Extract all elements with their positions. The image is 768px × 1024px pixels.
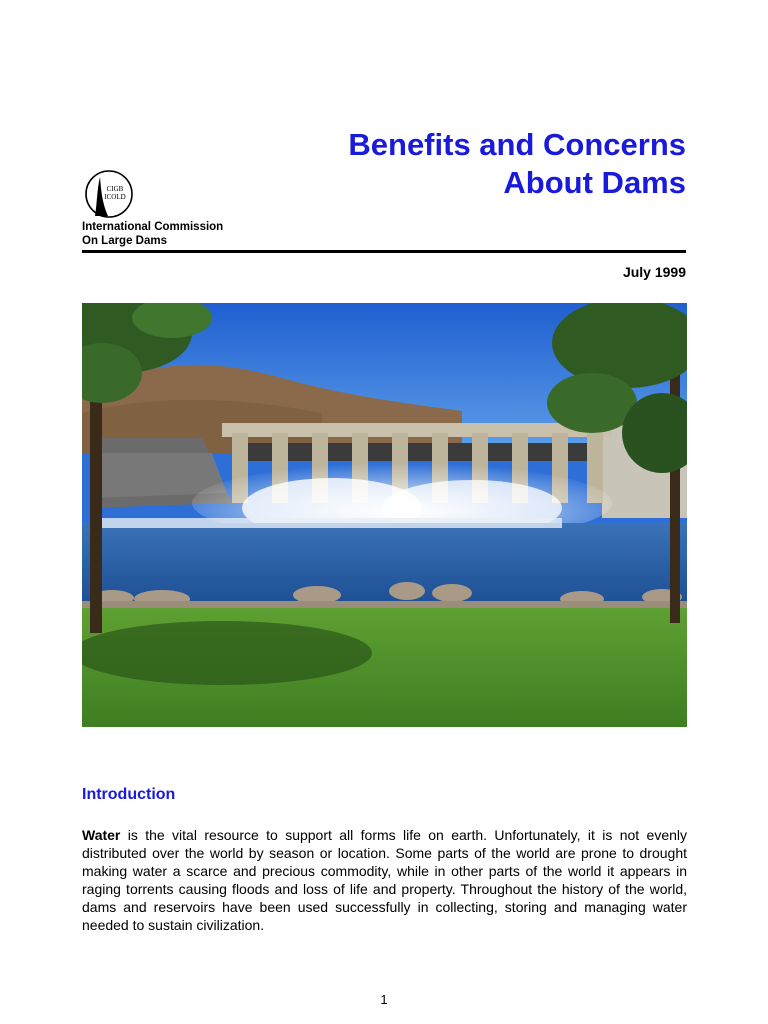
org-line-1: International Commission	[82, 221, 224, 233]
publication-date: July 1999	[622, 264, 686, 280]
introduction-paragraph	[82, 826, 687, 934]
title-line-1: Benefits and Concerns	[348, 127, 686, 162]
icold-logo	[84, 169, 134, 219]
dam-photo	[82, 303, 687, 727]
org-line-2: On Large Dams	[82, 234, 167, 247]
logo-text-icold: ICOLD	[104, 193, 126, 201]
title-line-2: About Dams	[503, 165, 686, 200]
organization-name	[82, 221, 223, 248]
header-rule	[82, 250, 686, 253]
lead-word: Water	[82, 827, 121, 843]
introduction-heading: Introduction	[82, 786, 176, 803]
logo-text-cigb: CIGB	[106, 185, 124, 193]
introduction-body: is the vital resource to support all forms life on earth. Unfortunately, it is not evenly distributed over the world by season or location. Some parts of the world are prone to drought making water a scarce and precious commodity, while in other parts of the world it appears in raging torrents causing floods and loss of life and property. Throughout the history of the world, dams and reservoirs have been used successfully in collecting, storing and managing water needed to sustain civilization.	[82, 827, 687, 933]
page-number: 1	[380, 992, 388, 1007]
page-title	[266, 126, 686, 202]
